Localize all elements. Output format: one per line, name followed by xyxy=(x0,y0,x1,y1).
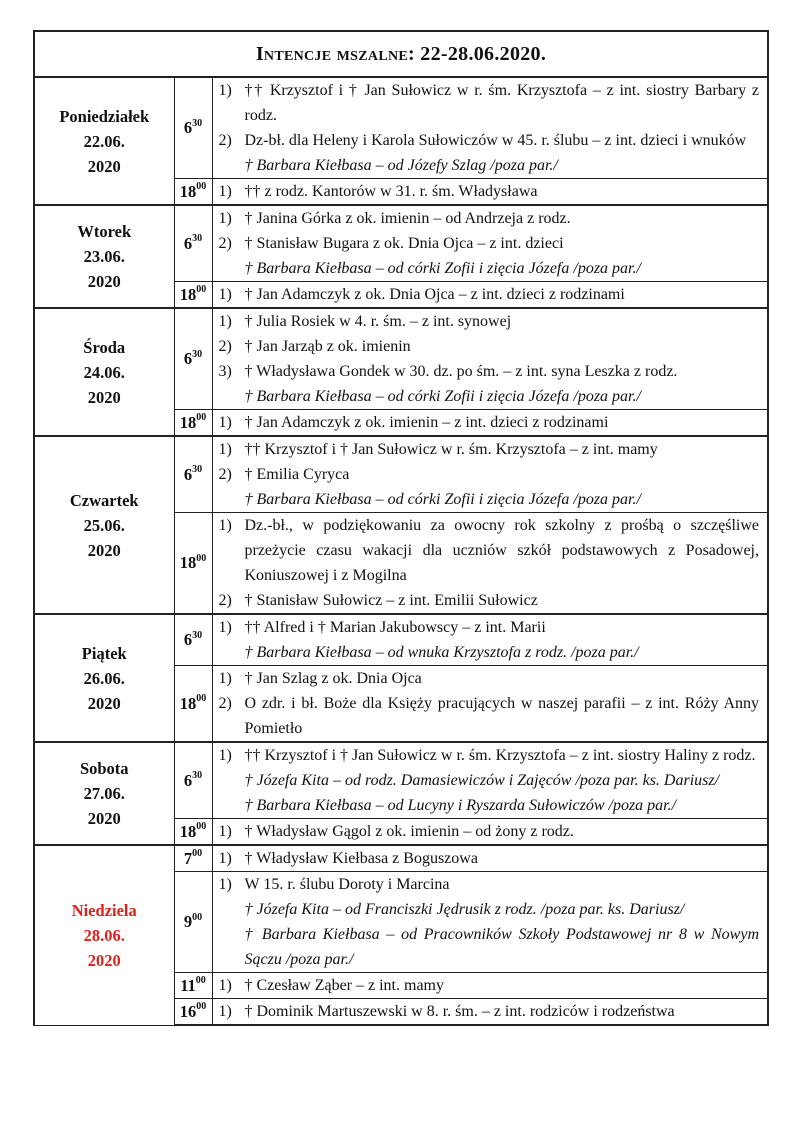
intention-item xyxy=(219,282,760,307)
day-date: 28.06. xyxy=(83,925,125,945)
day-year: 2020 xyxy=(87,387,121,407)
intentions-cell xyxy=(212,179,768,206)
title-row xyxy=(34,31,768,77)
mass-row xyxy=(34,205,768,282)
day-cell xyxy=(34,845,174,1025)
intention-number: 1) xyxy=(218,313,232,330)
mass-hour: 18 xyxy=(179,821,197,841)
intention-number: 2) xyxy=(218,466,232,483)
mass-minute: 00 xyxy=(192,911,203,923)
mass-time xyxy=(174,436,212,513)
intention-item xyxy=(219,309,760,334)
intention-number: 2) xyxy=(218,338,232,355)
mass-hour: 18 xyxy=(179,693,197,713)
mass-time xyxy=(174,666,212,743)
mass-time xyxy=(174,205,212,282)
mass-minute: 30 xyxy=(192,464,203,475)
mass-minute: 00 xyxy=(196,181,207,192)
intention-text: † Janina Górka z ok. imienin – od Andrzeja z rodz. xyxy=(244,210,571,227)
intention-text: † Czesław Ząber – z int. mamy xyxy=(244,977,444,994)
mass-time xyxy=(174,513,212,615)
mass-hour: 16 xyxy=(179,1001,197,1021)
day-name: Czwartek xyxy=(69,490,139,510)
intention-item xyxy=(219,179,760,204)
intention-text: † Emilia Cyryca xyxy=(244,466,350,483)
day-cell xyxy=(34,205,174,308)
day-year: 2020 xyxy=(87,540,121,560)
intention-item xyxy=(219,691,760,741)
intention-item xyxy=(219,437,760,462)
additional-intention: † Barbara Kiełbasa – od córki Zofii i zięcia Józefa /poza par./ xyxy=(244,260,641,277)
intention-number: 2) xyxy=(218,592,232,609)
day-cell xyxy=(34,614,174,742)
mass-minute: 30 xyxy=(192,117,203,129)
mass-minute: 30 xyxy=(192,629,203,641)
intentions-cell xyxy=(212,436,768,513)
day-year: 2020 xyxy=(87,950,121,970)
day-cell xyxy=(34,77,174,205)
intentions-cell xyxy=(212,666,768,743)
mass-hour: 6 xyxy=(183,770,193,790)
mass-hour: 18 xyxy=(179,181,197,201)
mass-hour: 6 xyxy=(183,118,193,137)
title-dates: 22-28.06.2020. xyxy=(420,42,547,65)
mass-hour: 18 xyxy=(179,553,197,572)
day-cell xyxy=(34,436,174,614)
day-year: 2020 xyxy=(87,693,121,713)
intention-number: 1) xyxy=(218,82,232,99)
intention-number: 1) xyxy=(218,1003,232,1020)
mass-minute: 00 xyxy=(196,552,207,564)
intention-item xyxy=(219,128,760,153)
intention-number: 1) xyxy=(218,876,232,893)
page-title xyxy=(34,31,768,77)
intention-number: 1) xyxy=(218,670,232,687)
intention-number: 1) xyxy=(218,441,232,458)
day-cell xyxy=(34,308,174,436)
mass-time xyxy=(174,845,212,872)
intention-text: †† Krzysztof i † Jan Sułowicz w r. śm. Krzysztofa – z int. siostry Barbary z rodz. xyxy=(244,82,759,124)
intention-text: † Dominik Martuszewski w 8. r. śm. – z int. rodziców i rodzeństwa xyxy=(244,1003,675,1020)
intention-text: Dz.-bł., w podziękowaniu za owocny rok szkolny z prośbą o szczęśliwe przeżycie czasu wakacji dla uczniów szkół podstawowych z Posadowej, Koniuszowej i z Mogilna xyxy=(244,517,759,584)
intention-item xyxy=(219,743,760,768)
intention-item xyxy=(219,410,760,435)
intentions-cell xyxy=(212,77,768,179)
intentions-table-body xyxy=(34,31,768,1025)
intention-text: † Stanisław Sułowicz – z int. Emilii Sułowicz xyxy=(244,592,538,609)
intention-item xyxy=(219,588,760,613)
intention-text: † Julia Rosiek w 4. r. śm. – z int. synowej xyxy=(244,313,512,330)
day-name: Piątek xyxy=(81,643,127,663)
intentions-cell xyxy=(212,513,768,615)
intention-number: 3) xyxy=(218,363,232,380)
day-name: Sobota xyxy=(79,759,129,778)
intention-text: † Władysław Gągol z ok. imienin – od żony z rodz. xyxy=(244,823,574,840)
day-year: 2020 xyxy=(87,809,121,828)
mass-time xyxy=(174,819,212,846)
intention-item xyxy=(219,462,760,487)
intention-number: 2) xyxy=(218,235,232,252)
mass-row xyxy=(34,77,768,179)
intention-text: † Jan Adamczyk z ok. Dnia Ojca – z int. dzieci z rodzinami xyxy=(244,286,625,303)
mass-hour: 7 xyxy=(183,848,193,868)
intention-text: †† z rodz. Kantorów w 31. r. śm. Władysława xyxy=(244,183,538,200)
intentions-cell xyxy=(212,973,768,999)
mass-hour: 18 xyxy=(179,284,197,304)
additional-intention: † Józefa Kita – od rodz. Damasiewiczów i Zajęców /poza par. ks. Dariusz/ xyxy=(244,772,720,789)
mass-time xyxy=(174,872,212,973)
additional-intention: † Barbara Kiełbasa – od Józefy Szlag /poza par./ xyxy=(244,157,558,174)
mass-minute: 30 xyxy=(192,770,203,781)
intention-number: 1) xyxy=(218,850,232,867)
intention-number: 1) xyxy=(218,977,232,994)
intention-text: † Jan Szlag z ok. Dnia Ojca xyxy=(244,670,422,687)
additional-intention: † Barbara Kiełbasa – od wnuka Krzysztofa z rodz. /poza par./ xyxy=(244,644,639,661)
mass-minute: 00 xyxy=(196,412,207,423)
day-cell xyxy=(34,742,174,845)
intention-text: W 15. r. ślubu Doroty i Marcina xyxy=(244,876,450,893)
intention-text: †† Alfred i † Marian Jakubowscy – z int. Marii xyxy=(244,619,546,636)
intention-text: † Władysław Kiełbasa z Boguszowa xyxy=(244,850,478,867)
additional-intention: † Barbara Kiełbasa – od córki Zofii i zięcia Józefa /poza par./ xyxy=(244,491,641,508)
intention-text: † Stanisław Bugara z ok. Dnia Ojca – z int. dzieci xyxy=(244,235,564,252)
intentions-cell xyxy=(212,614,768,666)
mass-minute: 30 xyxy=(192,348,203,360)
intention-number: 1) xyxy=(218,517,232,534)
intention-number: 1) xyxy=(218,823,232,840)
mass-time xyxy=(174,179,212,206)
intention-number: 1) xyxy=(218,183,232,200)
intention-number: 2) xyxy=(218,695,232,712)
intentions-cell xyxy=(212,410,768,437)
mass-time xyxy=(174,77,212,179)
mass-row xyxy=(34,308,768,410)
day-name: Poniedziałek xyxy=(59,106,150,126)
intention-text: †† Krzysztof i † Jan Sułowicz w r. śm. Krzysztofa – z int. mamy xyxy=(244,441,658,458)
mass-minute: 00 xyxy=(196,693,207,704)
intention-text: † Władysława Gondek w 30. dz. po śm. – z int. syna Leszka z rodz. xyxy=(244,363,678,380)
mass-row xyxy=(34,742,768,819)
additional-intention: † Barbara Kiełbasa – od Lucyny i Ryszarda Sułowiczów /poza par./ xyxy=(244,797,677,814)
mass-intentions-document xyxy=(33,30,767,1026)
intention-item xyxy=(219,846,760,871)
intention-item xyxy=(219,872,760,897)
intention-item xyxy=(219,359,760,384)
intention-item xyxy=(219,231,760,256)
day-date: 22.06. xyxy=(83,131,125,151)
intentions-cell xyxy=(212,845,768,872)
intention-text: †† Krzysztof i † Jan Sułowicz w r. śm. Krzysztofa – z int. siostry Haliny z rodz. xyxy=(244,747,756,764)
intentions-cell xyxy=(212,999,768,1026)
intention-number: 1) xyxy=(218,414,232,431)
day-date: 26.06. xyxy=(83,668,125,688)
title-heading: Intencje mszalne: xyxy=(255,42,415,65)
additional-intention: † Barbara Kiełbasa – od Pracowników Szkoły Podstawowej nr 8 w Nowym Sączu /poza par./ xyxy=(244,926,759,968)
additional-intention: † Józefa Kita – od Franciszki Jędrusik z rodz. /poza par. ks. Dariusz/ xyxy=(244,901,685,918)
intentions-cell xyxy=(212,205,768,282)
intention-text: Dz-bł. dla Heleny i Karola Sułowiczów w 45. r. ślubu – z int. dzieci i wnuków xyxy=(244,132,747,149)
mass-row xyxy=(34,845,768,872)
day-year: 2020 xyxy=(87,156,121,176)
intention-text: † Jan Jarząb z ok. imienin xyxy=(244,338,411,355)
intentions-cell xyxy=(212,872,768,973)
mass-time xyxy=(174,999,212,1026)
additional-intention: † Barbara Kiełbasa – od córki Zofii i zięcia Józefa /poza par./ xyxy=(244,388,641,405)
intentions-table xyxy=(33,30,769,1026)
intention-item xyxy=(219,819,760,844)
mass-hour: 18 xyxy=(179,412,197,432)
day-name: Środa xyxy=(83,337,126,357)
intention-number: 2) xyxy=(218,132,232,149)
intention-item xyxy=(219,513,760,588)
intentions-cell xyxy=(212,819,768,846)
day-name: Wtorek xyxy=(77,222,132,241)
mass-time xyxy=(174,973,212,999)
intentions-cell xyxy=(212,308,768,410)
intention-text: O zdr. i bł. Boże dla Księży pracujących w naszej parafii – z int. Róży Anny Pomietło xyxy=(244,695,759,737)
day-year: 2020 xyxy=(87,272,121,291)
mass-row xyxy=(34,436,768,513)
mass-hour: 6 xyxy=(183,630,193,649)
intention-text: † Jan Adamczyk z ok. imienin – z int. dzieci z rodzinami xyxy=(244,414,609,431)
day-name: Niedziela xyxy=(71,900,137,920)
intention-item xyxy=(219,334,760,359)
mass-hour: 6 xyxy=(183,464,193,484)
intention-item xyxy=(219,973,760,998)
mass-minute: 00 xyxy=(196,1001,207,1012)
mass-hour: 6 xyxy=(183,349,193,368)
mass-minute: 30 xyxy=(192,233,203,244)
mass-hour: 11 xyxy=(180,975,196,995)
day-date: 27.06. xyxy=(83,784,125,803)
day-date: 24.06. xyxy=(83,362,125,382)
intention-number: 1) xyxy=(218,747,232,764)
intention-item xyxy=(219,999,760,1024)
mass-time xyxy=(174,410,212,437)
mass-time xyxy=(174,282,212,309)
mass-minute: 00 xyxy=(196,284,207,295)
day-date: 23.06. xyxy=(83,247,125,266)
intention-item xyxy=(219,78,760,128)
intention-item xyxy=(219,206,760,231)
day-date: 25.06. xyxy=(83,515,125,535)
mass-time xyxy=(174,614,212,666)
mass-row xyxy=(34,614,768,666)
intention-number: 1) xyxy=(218,619,232,636)
mass-time xyxy=(174,742,212,819)
intentions-cell xyxy=(212,282,768,309)
intentions-cell xyxy=(212,742,768,819)
intention-item xyxy=(219,666,760,691)
mass-minute: 00 xyxy=(195,975,206,986)
intention-number: 1) xyxy=(218,210,232,227)
mass-hour: 6 xyxy=(183,233,193,253)
mass-hour: 9 xyxy=(183,912,193,931)
mass-time xyxy=(174,308,212,410)
intention-number: 1) xyxy=(218,286,232,303)
mass-minute: 00 xyxy=(192,848,203,859)
intention-item xyxy=(219,615,760,640)
mass-minute: 00 xyxy=(196,821,207,832)
